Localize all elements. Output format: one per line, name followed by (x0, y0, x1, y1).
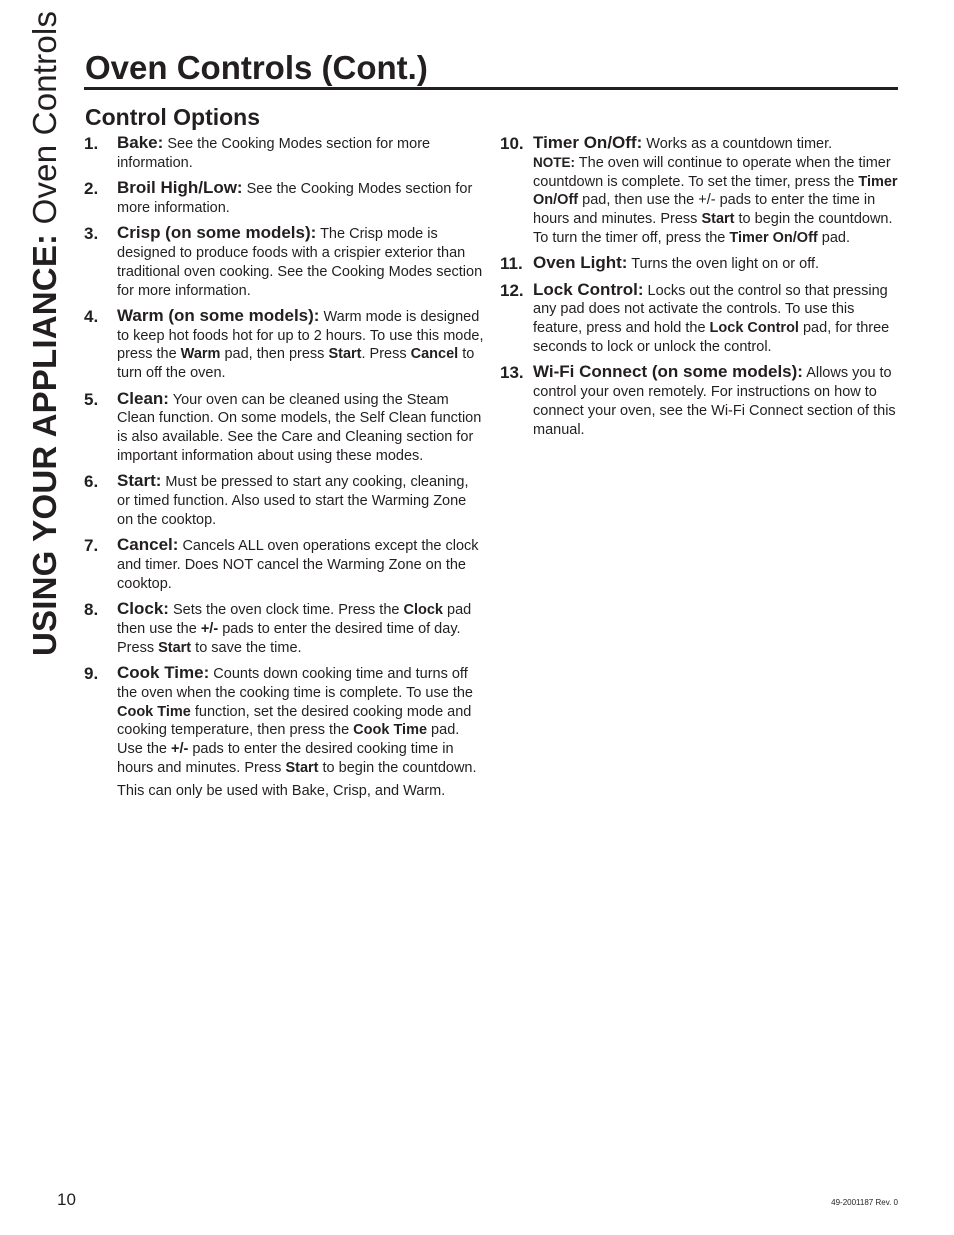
list-item (500, 254, 900, 274)
item-text: Cancels ALL oven operations except the clock and timer. Does NOT cancel the Warming Zone on the cooktop. (117, 538, 479, 592)
item-text: See the Cooking Modes section for more information. (117, 181, 473, 216)
item-text: Turns the oven light on or off. (627, 256, 820, 273)
item-text: Sets the oven clock time. Press the (168, 602, 404, 619)
item-text: Allows you to control your oven remotely. For instructions on how to connect your oven, see the Wi-Fi Connect section of this manual. (533, 365, 896, 438)
item-text: Your oven can be cleaned using the Steam Clean function. On some models, the Self Clean function is also available. See the Care and Cleaning section for important information about using these modes. (117, 391, 482, 464)
left-column (84, 134, 484, 807)
note-label: NOTE: (533, 154, 575, 170)
list-item (84, 472, 484, 529)
pad-name-plus-minus: +/- (200, 620, 219, 637)
pad-name-warm: Warm (180, 346, 221, 363)
pad-name-timer: Timer On/Off (729, 229, 818, 246)
item-text: to save the time. (191, 639, 302, 656)
page-number: 10 (57, 1190, 76, 1209)
item-text: function, set the desired cooking mode and cooking temperature, then press the (117, 703, 472, 739)
pad-name-cancel: Cancel (410, 346, 459, 363)
item-number: 9. (84, 663, 99, 683)
item-number: 11. (500, 254, 523, 274)
item-number: 6. (84, 472, 99, 492)
item-number: 4. (84, 306, 99, 326)
item-heading: Broil High/Low: (117, 178, 243, 198)
pad-name-start: Start (285, 759, 319, 776)
list-item (84, 179, 484, 218)
page-title: Oven Controls (Cont.) (85, 49, 428, 86)
item-number: 5. (84, 389, 99, 409)
item-number: 2. (84, 179, 99, 199)
item-text: Warm mode is designed to keep hot foods hot for up to 2 hours. To use this mode, press the (117, 308, 484, 363)
item-text: Works as a countdown timer. (642, 136, 833, 152)
item-number: 7. (84, 536, 99, 556)
list-item (500, 134, 900, 248)
item-text: pad. (817, 229, 850, 246)
item-heading: Crisp (on some models): (117, 223, 317, 243)
item-text: pad, then use the +/- pads to enter the time in hours and minutes. Press (533, 192, 876, 228)
item-text: pads to enter the desired time of day. Press (117, 620, 461, 656)
item-number: 10. (500, 134, 524, 153)
document-id: 49-2001187 Rev. 0 (831, 1198, 898, 1207)
item-number: 1. (84, 134, 99, 153)
item-heading: Clean: (117, 388, 169, 408)
item-text: . Press (361, 346, 411, 363)
item-text: The Crisp mode is designed to produce foods with a crispier exterior than traditional oven cooking. See the Cooking Modes section for more information. (117, 226, 483, 299)
list-item (84, 134, 484, 173)
item-text: Locks out the control so that pressing any pad does not activate the controls. To use this feature, press and hold the (533, 282, 888, 337)
item-text: pads to enter the desired cooking time in hours and minutes. Press (117, 741, 454, 776)
pad-name-start: Start (328, 346, 362, 363)
pad-name-start: Start (701, 211, 735, 228)
item-text: Counts down cooking time and turns off the oven when the cooking time is complete. To use the (117, 665, 474, 701)
item-text: to begin the countdown. To turn the timer off, press the (533, 211, 893, 246)
list-item (500, 281, 900, 357)
side-tab-title (28, 11, 61, 656)
item-heading: Bake: (117, 133, 164, 152)
item-text: pad, for three seconds to lock or unlock the control. (533, 320, 890, 355)
list-item (84, 536, 484, 593)
item-heading: Clock: (117, 599, 169, 619)
pad-name-plus-minus: +/- (171, 741, 189, 758)
item-number: 3. (84, 224, 99, 244)
item-extra-text: This can only be used with Bake, Crisp, and Warm. (117, 782, 446, 799)
list-item (84, 600, 484, 657)
item-note (533, 154, 900, 248)
item-heading: Oven Light: (533, 253, 628, 273)
pad-name-start: Start (158, 639, 192, 656)
pad-name-clock: Clock (403, 602, 443, 619)
item-heading: Cook Time: (117, 662, 210, 682)
item-number: 12. (500, 280, 524, 300)
item-text: pad. Use the (117, 722, 460, 758)
item-text: The oven will continue to operate when the timer countdown is complete. To set the timer, press the (533, 154, 891, 190)
item-heading: Wi-Fi Connect (on some models): (533, 362, 803, 382)
side-tab-regular: Oven Controls (26, 10, 63, 234)
pad-name-timer: Timer On/Off (533, 173, 898, 209)
item-heading: Cancel: (117, 535, 179, 555)
item-text: to begin the countdown. (318, 759, 477, 776)
item-heading: Warm (on some models): (117, 305, 320, 325)
right-column (500, 134, 900, 446)
section-title: Control Options (85, 104, 261, 130)
item-heading: Start: (117, 471, 162, 491)
list-item (500, 363, 900, 439)
pad-name-lock-control: Lock Control (709, 320, 799, 337)
list-item (84, 307, 484, 383)
item-heading: Lock Control: (533, 279, 644, 299)
item-number: 13. (500, 363, 524, 383)
item-text: to turn off the oven. (117, 346, 475, 382)
list-item (84, 390, 484, 466)
item-heading: Timer On/Off: (533, 133, 643, 152)
pad-name-cook-time: Cook Time (353, 722, 428, 739)
item-text: Must be pressed to start any cooking, cleaning, or timed function. Also used to start the Warming Zone on the cooktop. (117, 474, 469, 528)
item-text: See the Cooking Modes section for more information. (117, 136, 431, 171)
pad-name-cook-time: Cook Time (117, 703, 191, 720)
list-item (84, 224, 484, 300)
item-text: pad, then press (220, 346, 329, 363)
item-number: 8. (84, 600, 99, 620)
title-rule (84, 87, 898, 90)
list-item (84, 664, 484, 801)
item-text: pad then use the (117, 602, 472, 637)
side-tab-bold: USING YOUR APPLIANCE: (26, 233, 63, 656)
